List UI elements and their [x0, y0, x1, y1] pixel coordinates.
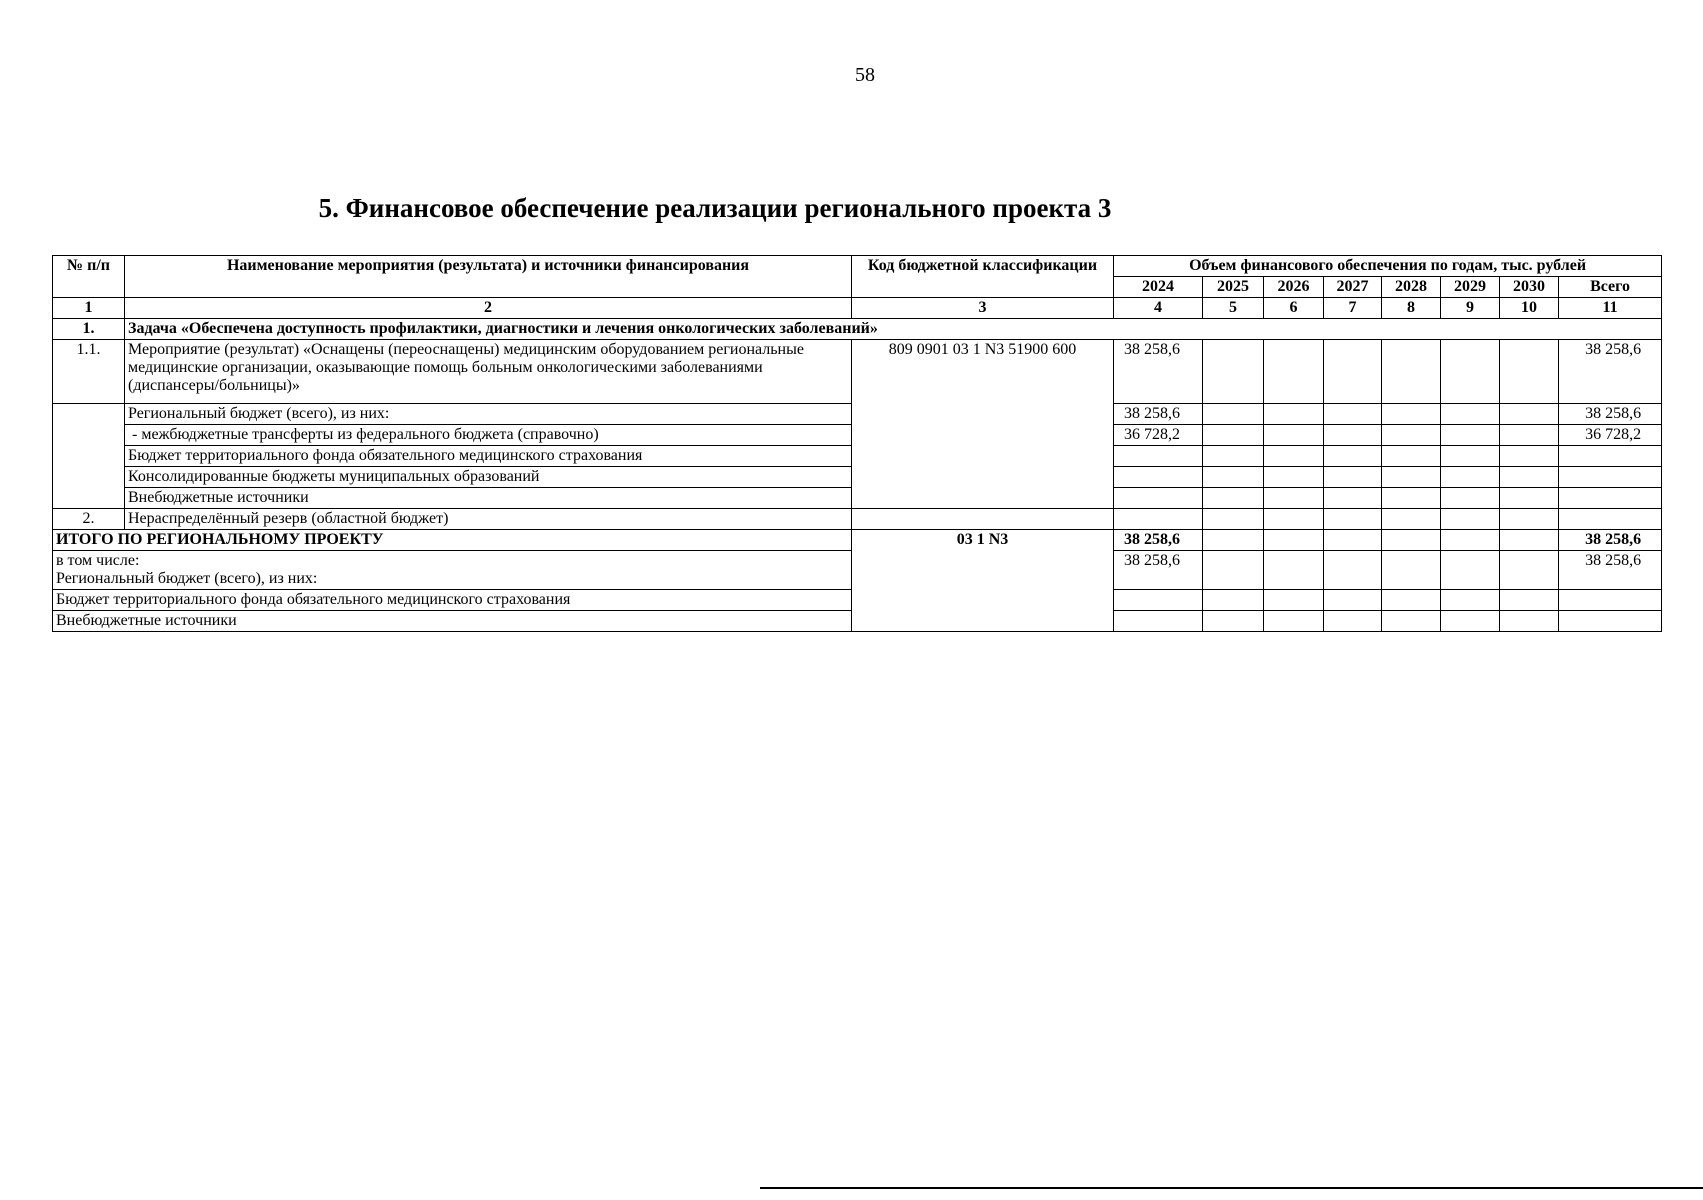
header-year: 2025	[1203, 277, 1264, 298]
source-total	[1559, 488, 1662, 509]
reserve-row	[53, 509, 1662, 530]
index-cell: 4	[1114, 298, 1203, 319]
reserve-text: Нераспределённый резерв (областной бюджет)	[125, 509, 852, 530]
total-regional-sum: 38 258,6	[1559, 551, 1662, 590]
header-year: 2029	[1441, 277, 1500, 298]
activity-2024: 38 258,6	[1114, 340, 1203, 404]
source-2024	[1114, 488, 1203, 509]
header-row-1	[53, 256, 1662, 277]
grand-total-2024: 38 258,6	[1114, 530, 1203, 551]
source-text: Внебюджетные источники	[125, 488, 852, 509]
index-cell: 1	[53, 298, 125, 319]
index-row	[53, 298, 1662, 319]
empty-cell	[1500, 340, 1559, 404]
header-code: Код бюджетной классификации	[852, 256, 1114, 298]
total-regional-2024: 38 258,6	[1114, 551, 1203, 590]
grand-total-label: ИТОГО ПО РЕГИОНАЛЬНОМУ ПРОЕКТУ	[53, 530, 852, 551]
grand-total-code: 03 1 N3	[852, 530, 1114, 632]
source-text: Бюджет территориального фонда обязательного медицинского страхования	[125, 446, 852, 467]
empty-cell	[1441, 340, 1500, 404]
index-cell: 5	[1203, 298, 1264, 319]
source-2024	[1114, 467, 1203, 488]
index-cell: 11	[1559, 298, 1662, 319]
activity-total: 38 258,6	[1559, 340, 1662, 404]
header-total: Всего	[1559, 277, 1662, 298]
empty-cell	[1264, 340, 1324, 404]
header-volume: Объем финансового обеспечения по годам, тыс. рублей	[1114, 256, 1662, 277]
source-total	[1559, 446, 1662, 467]
index-cell: 10	[1500, 298, 1559, 319]
header-name: Наименование мероприятия (результата) и источники финансирования	[125, 256, 852, 298]
empty-cell	[1324, 340, 1382, 404]
empty-cell	[1203, 340, 1264, 404]
activity-text: Мероприятие (результат) «Оснащены (переоснащены) медицинским оборудованием региональные медицинские организации, оказывающие помощь больным онкологическими заболеваниями (диспансеры/больницы)»	[125, 340, 852, 404]
index-cell: 9	[1441, 298, 1500, 319]
financing-table	[52, 255, 1662, 632]
page-bottom-rule	[760, 1187, 1703, 1189]
index-cell: 8	[1382, 298, 1441, 319]
empty-cell	[1382, 340, 1441, 404]
activity-row	[53, 340, 1662, 404]
index-cell: 3	[852, 298, 1114, 319]
header-year: 2027	[1324, 277, 1382, 298]
source-text: Консолидированные бюджеты муниципальных образований	[125, 467, 852, 488]
reserve-num: 2.	[53, 509, 125, 530]
index-cell: 2	[125, 298, 852, 319]
source-2024	[1114, 446, 1203, 467]
grand-total-sum: 38 258,6	[1559, 530, 1662, 551]
empty-num-cell	[53, 404, 125, 509]
header-year: 2024	[1114, 277, 1203, 298]
total-fund-label: Бюджет территориального фонда обязательного медицинского страхования	[53, 590, 852, 611]
total-offbudget-label: Внебюджетные источники	[53, 611, 852, 632]
task-row	[53, 319, 1662, 340]
source-text: Региональный бюджет (всего), из них:	[125, 404, 852, 425]
source-text: - межбюджетные трансферты из федерального бюджета (справочно)	[125, 425, 852, 446]
header-year: 2026	[1264, 277, 1324, 298]
source-total: 38 258,6	[1559, 404, 1662, 425]
page-number: 58	[855, 64, 875, 86]
index-cell: 7	[1324, 298, 1382, 319]
regional-label: Региональный бюджет (всего), из них:	[56, 570, 318, 587]
section-title: 5. Финансовое обеспечение реализации регионального проекта 3	[318, 193, 1112, 223]
header-year: 2030	[1500, 277, 1559, 298]
activity-num: 1.1.	[53, 340, 125, 404]
source-total: 36 728,2	[1559, 425, 1662, 446]
total-regional-label	[53, 551, 852, 590]
header-num: № п/п	[53, 256, 125, 298]
header-year: 2028	[1382, 277, 1441, 298]
source-total	[1559, 467, 1662, 488]
grand-total-row	[53, 530, 1662, 551]
task-text: Задача «Обеспечена доступность профилактики, диагностики и лечения онкологических заболеваний»	[125, 319, 1662, 340]
source-2024: 38 258,6	[1114, 404, 1203, 425]
incl-label: в том числе:	[56, 552, 140, 569]
index-cell: 6	[1264, 298, 1324, 319]
activity-code: 809 0901 03 1 N3 51900 600	[852, 340, 1114, 509]
source-2024: 36 728,2	[1114, 425, 1203, 446]
task-num: 1.	[53, 319, 125, 340]
